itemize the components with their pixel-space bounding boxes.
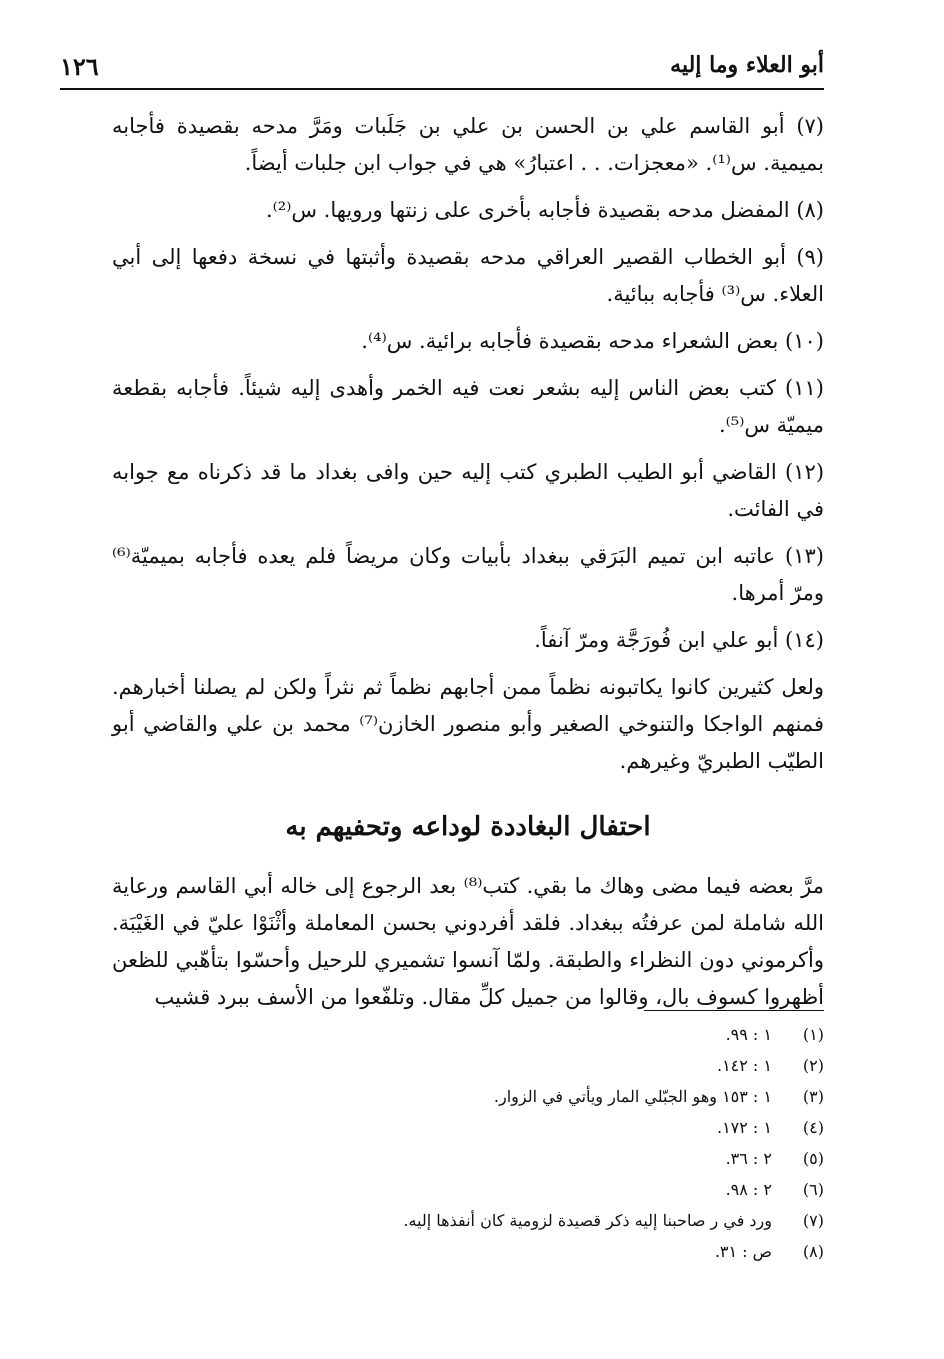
footnote-item: [112, 1236, 824, 1267]
footnote-text: ص : ٣١.: [714, 1242, 772, 1261]
footnote-item: [112, 1050, 824, 1081]
footnote-item: [112, 1205, 824, 1236]
footnote-number: (٤): [802, 1118, 824, 1137]
footnote-number: (٧): [802, 1211, 824, 1230]
footnote-text: ٢ : ٩٨.: [725, 1180, 772, 1199]
footnote-text: ١ : ١٤٢.: [716, 1056, 772, 1075]
footnote-text: ١ : ١٧٢.: [716, 1118, 772, 1137]
list-item: (٧) أبو القاسم علي بن الحسن بن علي بن جَلَبات ومَرَّ مدحه بقصيدة فأجابه بميمية. س⁽¹⁾. «معجزات. . . اعتبارُ» هي في جواب ابن جلبات أيضاً.: [112, 114, 824, 175]
section-heading: احتفال البغاددة لوداعه وتحفيهم به: [285, 812, 651, 842]
footnote-number: (٢): [802, 1056, 824, 1075]
footnote-divider: [644, 1010, 824, 1011]
list-item: (١٠) بعض الشعراء مدحه بقصيدة فأجابه برائية. س⁽⁴⁾.: [361, 329, 824, 353]
footnote-text: ١ : ١٥٣ وهو الجبّلي المار ويأتي في الزوار.: [493, 1087, 772, 1106]
main-text: [112, 108, 824, 1032]
running-title: أبو العلاء وما إليه: [670, 52, 824, 78]
footnote-text: ورد في ر صاحبنا إليه ذكر قصيدة لزومية كان أنفذها إليه.: [403, 1211, 772, 1230]
footnote-item: [112, 1081, 824, 1112]
footnote-number: (١): [802, 1025, 824, 1044]
footnote-item: [112, 1112, 824, 1143]
section-paragraph: مرَّ بعضه فيما مضى وهاك ما بقي. كتب⁽⁸⁾ بعد الرجوع إلى خاله أبي القاسم ورعاية الله شاملة لمن عرفتُه ببغداد. فلقد أفردوني بحسن المعاملة وأثْنَوْا عليّ في الغَيْبَة. وأكرموني دون النظراء والطبقة. ولمّا آنسوا تشميري للرحيل وأحسّوا بتأهّبي للظعن أظهروا كسوف بال، وقالوا من جميل كلِّ مقال. وتلفّعوا من الأسف ببرد قشيب: [112, 874, 824, 1009]
footnotes: [112, 1010, 824, 1267]
footnote-text: ٢ : ٣٦.: [725, 1149, 772, 1168]
closing-paragraph: ولعل كثيرين كانوا يكاتبونه نظماً ممن أجابهم نظماً ثم نثراً ولكن لم يصلنا أخبارهم. فمنهم الواجكا والتنوخي الصغير وأبو منصور الخازن⁽⁷⁾ محمد بن علي والقاضي أبو الطيّب الطبريّ وغيرهم.: [112, 675, 825, 773]
list-item: (١١) كتب بعض الناس إليه بشعر نعت فيه الخمر وأهدى إليه شيئاً. فأجابه بقطعة ميميّة س⁽⁵⁾.: [112, 376, 824, 437]
footnote-item: [112, 1019, 824, 1050]
list-item: (١٢) القاضي أبو الطيب الطبري كتب إليه حين وافى بغداد ما قد ذكرناه مع جوابه في الفائت.: [112, 460, 825, 521]
footnote-item: [112, 1174, 824, 1205]
list-item: (١٤) أبو علي ابن فُورَجَّة ومرّ آنفاً.: [534, 628, 824, 652]
footnote-number: (٣): [802, 1087, 824, 1106]
list-item: (١٣) عاتبه ابن تميم البَرَقي ببغداد بأبيات وكان مريضاً فلم يعده فأجابه بميميّة⁽⁶⁾ ومرّ أمرها.: [112, 544, 824, 605]
footnote-number: (٦): [802, 1180, 824, 1199]
list-item: (٩) أبو الخطاب القصير العراقي مدحه بقصيدة وأثبتها في نسخة دفعها إلى أبي العلاء. س⁽³⁾ فأجابه ببائية.: [112, 245, 824, 306]
page-number: ١٢٦: [60, 52, 99, 81]
footnote-number: (٥): [802, 1149, 824, 1168]
running-header: [60, 48, 824, 90]
list-item: (٨) المفضل مدحه بقصيدة فأجابه بأخرى على زنتها ورويها. س⁽²⁾.: [265, 198, 824, 222]
footnote-item: [112, 1143, 824, 1174]
footnote-text: ١ : ٩٩.: [725, 1025, 772, 1044]
footnote-number: (٨): [802, 1242, 824, 1261]
